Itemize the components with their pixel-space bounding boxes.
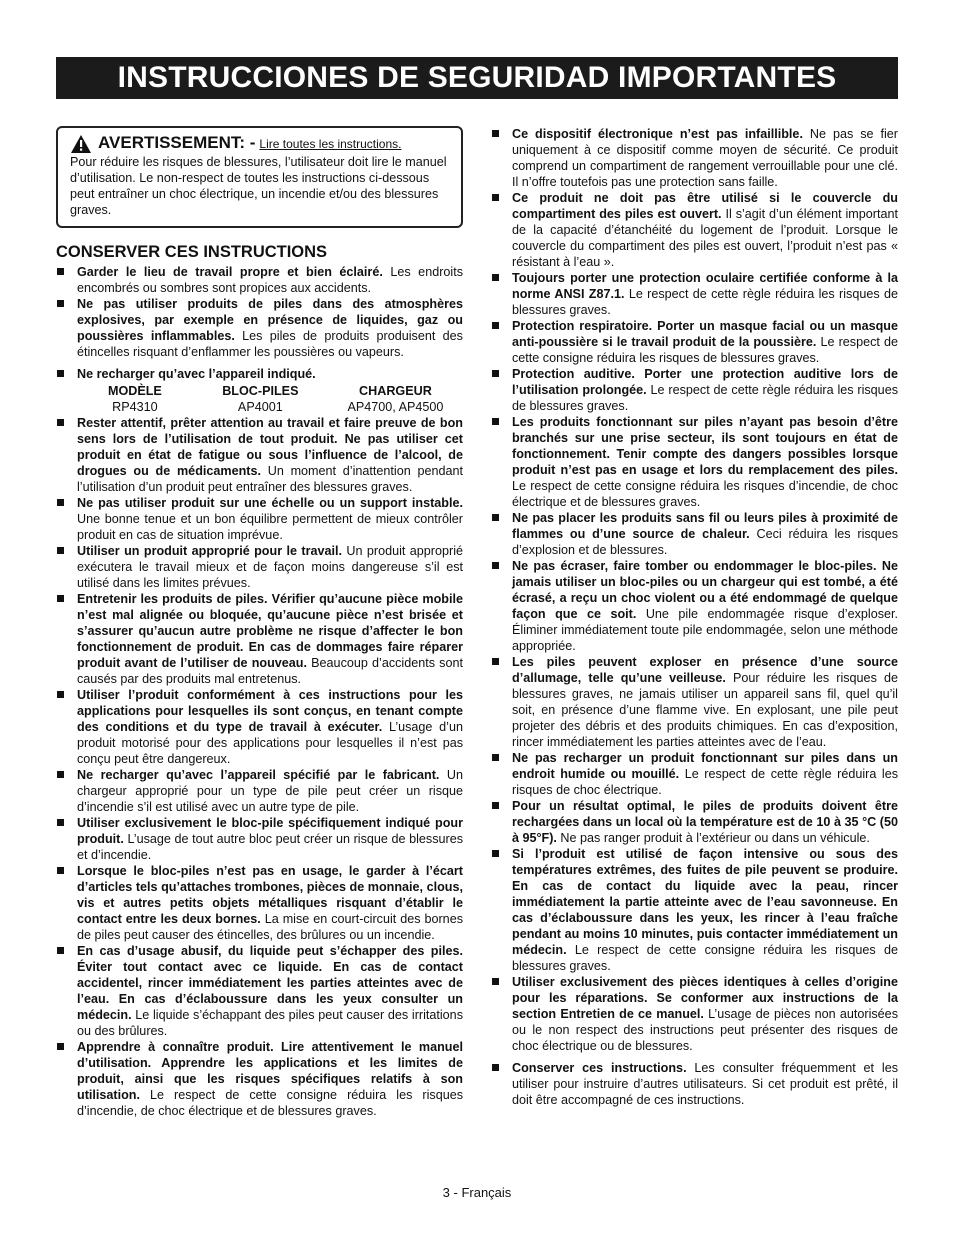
item-bold: Utiliser exclusivement le bloc-pile spécifiquement indiqué pour produit. xyxy=(77,816,463,846)
warning-title: AVERTISSEMENT: - xyxy=(98,133,256,152)
list-item xyxy=(56,296,463,360)
list-item xyxy=(56,264,463,296)
item-text: Le respect de cette consigne réduira les risques de blessures graves. xyxy=(512,943,898,973)
item-text: Une bonne tenue et un bon équilibre permettent de mieux contrôler produit en cas de situation imprévue. xyxy=(77,512,463,542)
compat-row xyxy=(77,399,463,415)
item-text: Une pile endommagée risque d’exploser. Éliminer immédiatement toute pile endommagée, selon une méthode appropriée. xyxy=(512,607,898,653)
item-bold: Ne pas recharger un produit fonctionnant sur piles dans un endroit humide ou mouillé. xyxy=(512,751,898,781)
item-bold: En cas d’usage abusif, du liquide peut s’échapper des piles. Éviter tout contact avec ce liquide. En cas de contact accidentel, rincer immédiatement les parties atteintes avec de l’eau. En cas d’éclaboussure dans les yeux consulter un médecin. xyxy=(77,944,463,1022)
item-text: Le respect de cette règle réduira les risques de blessures graves. xyxy=(512,287,898,317)
list-item xyxy=(491,126,898,190)
item-bold: Ce dispositif électronique n’est pas infaillible. xyxy=(512,127,803,141)
item-text: Ceci réduira les risques d’explosion et de blessures. xyxy=(512,527,898,557)
list-item xyxy=(491,558,898,654)
list-item xyxy=(491,190,898,270)
item-bold: Ne pas écraser, faire tomber ou endommager le bloc-piles. Ne jamais utiliser un bloc-piles ou un chargeur qui est tombé, a été écrasé, a reçu un choc violent ou a été endommagé de quelque façon que ce soit. xyxy=(512,559,898,621)
warning-box xyxy=(56,126,463,228)
list-item xyxy=(491,846,898,974)
list-item xyxy=(56,863,463,943)
item-text: Il s’agit d’un élément important de la capacité d’étanchéité du logement de l’produit. Lorsque le couvercle du compartiment des piles est ouvert, l’produit n’est pas « résistant à l’eau ». xyxy=(512,207,898,269)
item-bold: Protection auditive. Porter une protection auditive lors de l’utilisation prolongée. xyxy=(512,367,898,397)
item-bold: Entretenir les produits de piles. Vérifier qu’aucune pièce mobile n’est mal alignée ou bloquée, qu’aucune pièce n’est brisée et s’assurer qu’aucun autre problème ne risque d’affecter le bon fonctionnement de produit. En cas de dommages faire réparer produit avant de l’utiliser de nouveau. xyxy=(77,592,463,670)
list-item xyxy=(491,750,898,798)
warning-header xyxy=(70,132,449,154)
item-text: Ne pas se fier uniquement à ce dispositif comme moyen de sécurité. Ce produit comprend un compartiment de rangement verrouillable pour une clé. Il n’offre toutefois pas une protection sans faille. xyxy=(512,127,898,189)
item-text: Le liquide s’échappant des piles peut causer des irritations ou des brûlures. xyxy=(77,1008,463,1038)
list-item xyxy=(56,1039,463,1119)
item-text: Le respect de cette consigne réduira les risques d’incendie, de choc électrique et de blessures graves. xyxy=(512,479,898,509)
compat-header-row xyxy=(77,383,463,399)
item-bold: Si l’produit est utilisé de façon intensive ou sous des températures extrêmes, des fuites de pile peuvent se produire. En cas de contact du liquide avec la peau, rincer immédiatement la partie atteinte avec de l’eau savonneuse. En cas d’éclaboussure dans les yeux, les rincer à l’eau fraîche pendant au moins 10 minutes, puis contacter immédiatement un médecin. xyxy=(512,847,898,957)
item-bold: Garder le lieu de travail propre et bien éclairé. xyxy=(77,265,383,279)
list-item xyxy=(56,767,463,815)
item-text: Le respect de cette règle réduira les risques de blessures graves. xyxy=(512,383,898,413)
item-text: Les piles de produits produisent des étincelles risquant d’enflammer les poussières ou vapeurs. xyxy=(77,329,463,359)
section-title: CONSERVER CES INSTRUCTIONS xyxy=(56,243,328,261)
item-bold: Ne pas placer les produits sans fil ou leurs piles à proximité de flammes ou d’une source de chaleur. xyxy=(512,511,898,541)
item-bold: Pour un résultat optimal, le piles de produits doivent être rechargées dans un local où la température est de 10 à 35 °C (50 à 95°F). xyxy=(512,799,898,845)
item-bold: Apprendre à connaître produit. Lire attentivement le manuel d’utilisation. Apprendre les applications et les limites de produit, ainsi que les risques spécifiques relatifs à son utilisation. xyxy=(77,1040,463,1102)
item-text: Les endroits encombrés ou sombres sont propices aux accidents. xyxy=(77,265,463,295)
compat-cell: AP4001 xyxy=(237,400,283,414)
compat-cell: RP4310 xyxy=(112,400,158,414)
item-text: Un produit approprié exécutera le travail mieux et de façon moins dangereuse s’il est utilisé dans les limites prévues. xyxy=(77,544,464,590)
left-instruction-list xyxy=(56,264,463,1119)
item-bold: Protection respiratoire. Porter un masque facial ou un masque anti-poussière si le travail produit de la poussière. xyxy=(512,319,898,349)
item-bold: Ne pas utiliser produits de piles dans des atmosphères explosives, par exemple en présence de liquides, gaz ou poussières inflammables. xyxy=(77,297,463,343)
item-text: Pour réduire les risques de blessures graves, ne jamais utiliser un appareil sans fil, quel qu’il soit, en présence d’une flamme vive. En explosant, une pile peut projeter des débris et des produits chimiques. En cas d’exposition, rincer immédiatement les parties atteintes avec de l’eau. xyxy=(512,671,898,749)
list-item xyxy=(491,798,898,846)
list-item xyxy=(491,270,898,318)
right-instruction-list xyxy=(491,126,898,1108)
list-item xyxy=(56,495,463,543)
item-text: L’usage de pièces non autorisées ou le non respect des instructions peut présenter des risques de choc électrique ou de blessures. xyxy=(512,1007,898,1053)
warning-body: Pour réduire les risques de blessures, l’utilisateur doit lire le manuel d’utilisation. Le non-respect de toutes les instructions ci-dessous peut entraîner un choc électrique, un incendie et/ou des blessures graves. xyxy=(70,155,447,217)
item-bold: Rester attentif, prêter attention au travail et faire preuve de bon sens lors de l’utilisation de tout produit. Ne pas utiliser cet produit en état de fatigue ou sous l’influence de l’alcool, de drogues ou de médicaments. xyxy=(77,416,463,478)
list-item xyxy=(56,687,463,767)
list-item xyxy=(491,1060,898,1108)
compat-header: MODÈLE xyxy=(107,384,162,398)
right-column xyxy=(491,126,898,1108)
list-item xyxy=(491,366,898,414)
list-item xyxy=(491,510,898,558)
item-text: Beaucoup d’accidents sont causés par des produits mal entretenus. xyxy=(77,656,463,686)
list-item xyxy=(56,543,463,591)
list-item xyxy=(56,366,463,415)
list-item xyxy=(56,943,463,1039)
page-footer: 3 - Français xyxy=(442,1185,512,1200)
item-bold: Utiliser l’produit conformément à ces instructions pour les applications pour lesquelles ils sont conçus, en tenant compte des conditions et du type de travail à exécuter. xyxy=(77,688,463,734)
left-column xyxy=(56,126,463,1119)
item-bold: Utiliser un produit approprié pour le travail. xyxy=(77,544,342,558)
list-item xyxy=(491,414,898,510)
warning-lead: Lire toutes les instructions. xyxy=(259,137,402,151)
compat-cell: AP4700, AP4500 xyxy=(347,400,444,414)
item-text: Le respect de cette consigne réduira les risques d’incendie, de choc électrique et de blessures graves. xyxy=(77,1088,463,1118)
list-item xyxy=(56,815,463,863)
item-bold: Conserver ces instructions. xyxy=(512,1061,687,1075)
compat-header: CHARGEUR xyxy=(359,384,432,398)
compat-header: BLOC-PILES xyxy=(222,384,299,398)
item-text: L’usage d’un produit motorisé pour des applications pour lesquelles il n’est pas conçu peut être dangereux. xyxy=(77,720,463,766)
item-bold: Ce produit ne doit pas être utilisé si le couvercle du compartiment des piles est ouvert. xyxy=(512,191,898,221)
list-item xyxy=(491,974,898,1054)
item-bold: Ne recharger qu’avec l’appareil indiqué. xyxy=(77,367,316,381)
item-text: Un moment d’inattention pendant l’utilisation d’un produit peut entraîner des blessures graves. xyxy=(77,464,463,494)
warning-triangle-icon xyxy=(70,134,92,154)
list-item xyxy=(491,318,898,366)
list-item xyxy=(491,654,898,750)
item-bold: Utiliser exclusivement des pièces identiques à celles d’origine pour les réparations. Se conformer aux instructions de la section Entretien de ce manuel. xyxy=(512,975,898,1021)
item-bold: Lorsque le bloc-piles n’est pas en usage, le garder à l’écart d’articles tels qu’attaches trombones, pièces de monnaie, clous, vis et autres petits objets métalliques risquant d’établir le contact entre les deux bornes. xyxy=(77,864,463,926)
compatibility-table xyxy=(77,383,463,415)
item-bold: Toujours porter une protection oculaire certifiée conforme à la norme ANSI Z87.1. xyxy=(512,271,898,301)
list-item xyxy=(56,415,463,495)
item-text: Ne pas ranger produit à l’extérieur ou dans un véhicule. xyxy=(556,831,870,845)
item-text: Les consulter fréquemment et les utiliser pour instruire d’autres utilisateurs. Si cet produit est prêté, il doit être accompagné de ces instructions. xyxy=(512,1061,898,1107)
item-bold: Les piles peuvent exploser en présence d’une source d’allumage, telle qu’une veilleuse. xyxy=(512,655,898,685)
page-title: INSTRUCCIONES DE SEGURIDAD IMPORTANTES xyxy=(56,57,898,99)
item-text: Le respect de cette consigne réduira les risques de blessures graves. xyxy=(512,335,898,365)
item-text: Un chargeur approprié pour un type de pile peut créer un risque d’incendie s’il est utilisé avec un autre type de pile. xyxy=(77,768,463,814)
item-text: La mise en court-circuit des bornes de piles peut causer des étincelles, des brûlures ou un incendie. xyxy=(77,912,463,942)
item-bold: Ne recharger qu’avec l’appareil spécifié par le fabricant. xyxy=(77,768,440,782)
item-bold: Ne pas utiliser produit sur une échelle ou un support instable. xyxy=(77,496,463,510)
list-item xyxy=(56,591,463,687)
item-bold: Les produits fonctionnant sur piles n’ayant pas besoin d’être branchés sur une prise secteur, ils sont toujours en état de fonctionnement. Tenir compte des dangers possibles lorsque produit n’est pas en usage et lors du remplacement des piles. xyxy=(512,415,898,477)
item-text: L’usage de tout autre bloc peut créer un risque de blessures et d’incendie. xyxy=(77,832,463,862)
item-text: Le respect de cette règle réduira les risques de choc électrique. xyxy=(512,767,898,797)
